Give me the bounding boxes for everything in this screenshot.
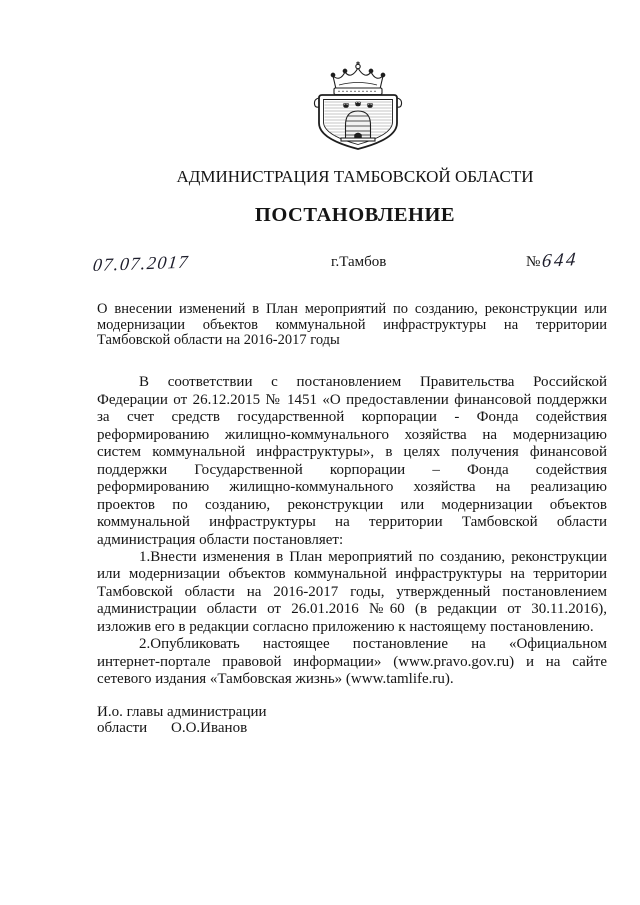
body-line: или модернизации объектов коммунальной инфраструктуры на территории <box>97 566 607 583</box>
body-paragraph <box>97 549 607 636</box>
signatory-position: И.о. главы администрации <box>97 704 267 720</box>
body-line: реформированию жилищно-коммунального хозяйства на реализацию <box>97 479 607 496</box>
body-line: за счет средств государственной корпорации - Фонда содействия <box>97 409 607 426</box>
body-line: сетевого издания «Тамбовская жизнь» (www.tamlife.ru). <box>97 671 454 688</box>
organization-name: АДМИНИСТРАЦИЯ ТАМБОВСКОЙ ОБЛАСТИ <box>176 167 534 186</box>
body-paragraph <box>97 636 607 688</box>
bee-icon <box>343 103 349 107</box>
signatory-position: области <box>97 720 148 736</box>
signatory-name: О.О.Иванов <box>171 720 248 736</box>
body-line: изложив его в редакции согласно приложению к настоящему постановлению. <box>97 618 594 635</box>
bee-icon <box>367 103 373 107</box>
body-line: администрации области от 26.01.2016 №60 (в редакции от 30.11.2016), <box>97 601 607 618</box>
body-line: реформированию жилищно-коммунального хозяйства на модернизацию <box>97 426 607 443</box>
body-paragraph <box>97 374 607 549</box>
coat-of-arms-icon <box>312 61 404 151</box>
body-line: Федерации от 26.12.2015 № 1451 «О предоставлении финансовой поддержки <box>97 391 607 408</box>
body-line: поддержки Государственной корпорации – Фонда содействия <box>97 461 607 478</box>
body-line: 1.Внести изменения в План мероприятий по созданию, реконструкции <box>139 548 607 565</box>
body-line: администрация области постановляет: <box>97 531 344 548</box>
body-line: систем коммунальной инфраструктуры», в целях получения финансовой <box>97 444 607 461</box>
body-line: проектов по созданию, реконструкции или модернизации объектов <box>97 496 607 513</box>
document-body <box>97 374 607 688</box>
document-title <box>97 302 607 349</box>
body-line: В соответствии с постановлением Правительства Российской <box>139 374 607 391</box>
document-title-line: модернизации объектов коммунальной инфраструктуры на территории <box>97 316 607 333</box>
body-line: интернет-портале правовой информации» (www.pravo.gov.ru) и на сайте <box>97 653 607 670</box>
body-line: коммунальной инфраструктуры на территории Тамбовской области <box>97 514 607 531</box>
document-type-heading: ПОСТАНОВЛЕНИЕ <box>254 204 456 226</box>
crown-icon <box>331 62 385 95</box>
bee-icon <box>355 102 361 106</box>
body-line: Тамбовской области на 2016-2017 годы, утвержденный постановлением <box>97 583 607 600</box>
body-line: 2.Опубликовать настоящее постановление на «Официальном <box>139 636 607 653</box>
document-title-line: О внесении изменений в План мероприятий по созданию, реконструкции или <box>97 301 607 317</box>
document-number: 644 <box>541 249 579 273</box>
document-city: г.Тамбов <box>331 254 387 270</box>
number-sign: № <box>526 254 541 270</box>
document-date: 07.07.2017 <box>91 251 190 276</box>
document-title-line: Тамбовской области на 2016-2017 годы <box>97 332 340 349</box>
